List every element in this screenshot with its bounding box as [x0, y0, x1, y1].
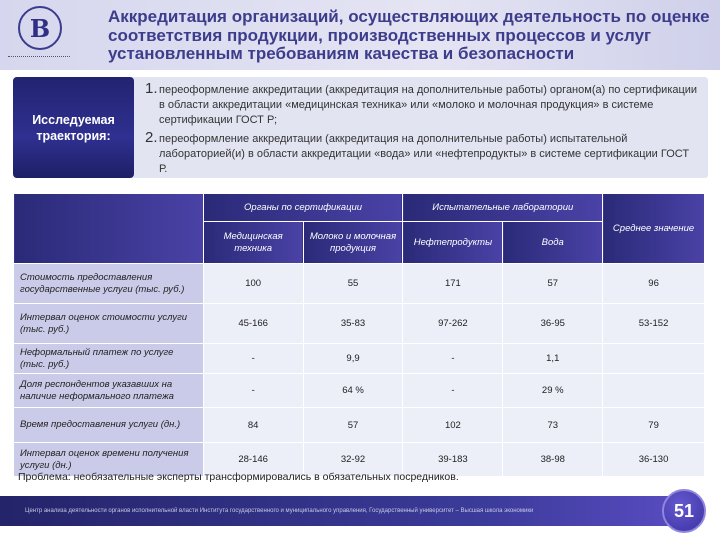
table-row — [14, 408, 705, 443]
table-row — [14, 264, 705, 304]
column-header: Молоко и молочная продукция — [303, 222, 403, 264]
table-row — [14, 374, 705, 408]
table-cell: 28-146 — [203, 443, 303, 477]
data-table — [13, 193, 705, 477]
corner-header — [14, 194, 204, 264]
table-cell: 64 % — [303, 374, 403, 408]
table-cell: 36-95 — [503, 304, 603, 344]
table-cell: 73 — [503, 408, 603, 443]
trajectory-item: 1. переоформление аккредитации (аккредитация на дополнительные работы) органом(а) по сертификации в области аккредитации «медицинская техника» или «молоко и молочная продукция» в системе сертификации ГОСТ Р; — [145, 80, 698, 126]
column-header: Нефтепродукты — [403, 222, 503, 264]
problem-statement: Проблема: необязательные эксперты трансформировались в обязательных посредников. — [18, 471, 459, 483]
table-cell: 171 — [403, 264, 503, 304]
table-cell: 35-83 — [303, 304, 403, 344]
table-cell: 1,1 — [503, 344, 603, 374]
table-row — [14, 304, 705, 344]
row-label: Интервал оценок стоимости услуги (тыс. руб.) — [14, 304, 204, 344]
table-cell: 55 — [303, 264, 403, 304]
university-logo: В — [18, 6, 62, 50]
trajectory-item: 2. переоформление аккредитации (аккредитация на дополнительные работы) испытательной лабораторией(и) в области аккредитации «вода» или «нефтепродукты» в системе сертификации ГОСТ Р. — [145, 129, 690, 175]
table-cell: 45-166 — [203, 304, 303, 344]
logo-caption — [8, 56, 70, 60]
table-cell: 39-183 — [403, 443, 503, 477]
table-cell: 32-92 — [303, 443, 403, 477]
table-cell: 102 — [403, 408, 503, 443]
table-cell — [603, 374, 705, 408]
column-header: Вода — [503, 222, 603, 264]
row-label: Время предоставления услуги (дн.) — [14, 408, 204, 443]
page-number-badge: 51 — [662, 489, 706, 533]
table-cell — [603, 344, 705, 374]
table-cell: 57 — [503, 264, 603, 304]
table-cell: 96 — [603, 264, 705, 304]
column-header: Медицинская техника — [203, 222, 303, 264]
table-cell: - — [203, 374, 303, 408]
group-header: Среднее значение — [603, 194, 705, 264]
table-cell: - — [403, 374, 503, 408]
table-cell: 36-130 — [603, 443, 705, 477]
footer-bar: Центр анализа деятельности органов исполнительной власти Института государственного и муниципального управления, Государственный университет – Высшая школа экономики — [0, 496, 690, 526]
table-cell: 57 — [303, 408, 403, 443]
table-cell: 100 — [203, 264, 303, 304]
slide-header — [0, 0, 720, 70]
table-cell: 38-98 — [503, 443, 603, 477]
group-header: Органы по сертификации — [203, 194, 403, 222]
row-label: Неформальный платеж по услуге (тыс. руб.) — [14, 344, 204, 374]
table-cell: - — [403, 344, 503, 374]
row-label: Стоимость предоставления государственные услуги (тыс. руб.) — [14, 264, 204, 304]
table-cell: 9,9 — [303, 344, 403, 374]
table-cell: 29 % — [503, 374, 603, 408]
trajectory-label: Исследуемая траектория: — [13, 77, 134, 178]
slide-title: Аккредитация организаций, осуществляющих деятельность по оценке соответствия продукции, производственных процессов и услуг установленным требованиям качества и безопасности — [108, 7, 710, 63]
row-label: Доля респондентов указавших на наличие неформального платежа — [14, 374, 204, 408]
table-cell: - — [203, 344, 303, 374]
trajectory-panel — [13, 77, 708, 178]
table-cell: 84 — [203, 408, 303, 443]
table-row — [14, 344, 705, 374]
table-cell: 53-152 — [603, 304, 705, 344]
row-label: Интервал оценок времени получения услуги (дн.) — [14, 443, 204, 477]
table-cell: 79 — [603, 408, 705, 443]
group-header: Испытательные лаборатории — [403, 194, 603, 222]
table-cell: 97-262 — [403, 304, 503, 344]
